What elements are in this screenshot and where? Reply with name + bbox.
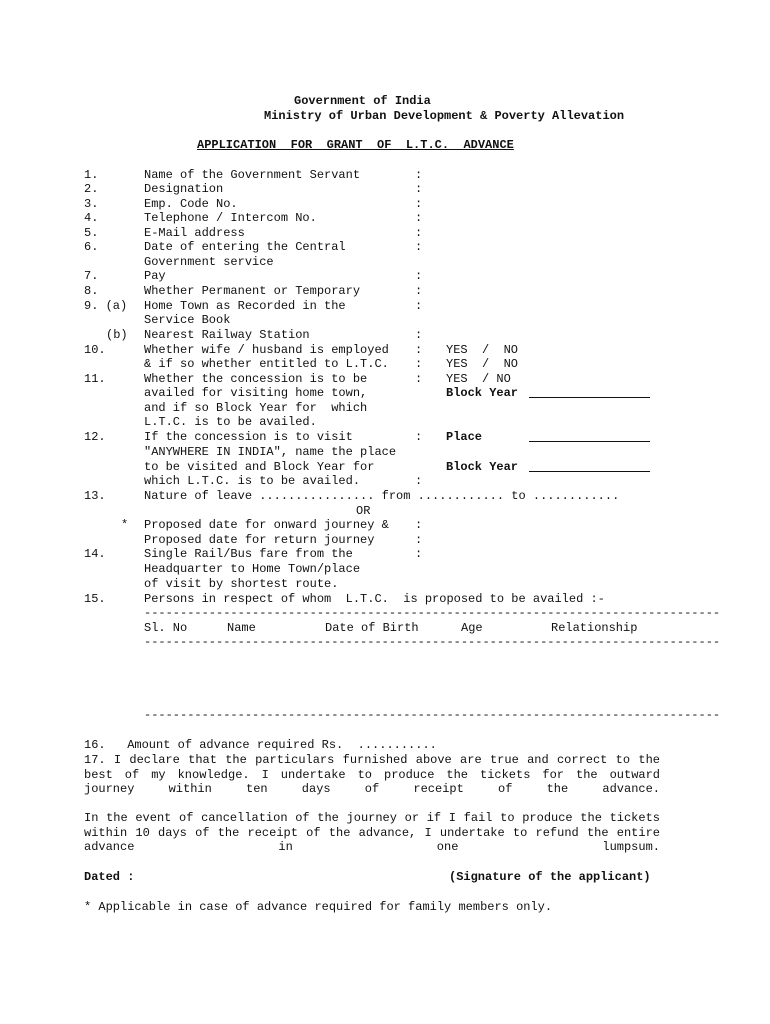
item-14-number: 14. (84, 547, 106, 561)
item-13-star: * (121, 518, 129, 532)
item-13-number: 13. (84, 489, 106, 503)
item-11-block-year-label: Block Year (446, 386, 519, 400)
item-14-label-line1: Single Rail/Bus fare from the (144, 547, 353, 561)
item-13-or: OR (356, 504, 371, 518)
item-11-label-line2: availed for visiting home town, (144, 386, 368, 400)
item-2-colon: : (415, 182, 423, 196)
item-9a-label-line1: Home Town as Recorded in the (144, 299, 346, 313)
item-11-number: 11. (84, 372, 106, 386)
item-11-label-line4: L.T.C. is to be availed. (144, 415, 317, 429)
item-12-place-label: Place (446, 430, 483, 444)
signature-label: (Signature of the applicant) (449, 870, 651, 884)
header-government: Government of India (294, 94, 431, 108)
item-10-answer-1: YES / NO (446, 343, 519, 357)
item-6-number: 6. (84, 240, 99, 254)
item-10-colon-2: : (415, 357, 423, 371)
header-ministry: Ministry of Urban Development & Poverty Allevation (264, 109, 625, 123)
item-11-label-line1: Whether the concession is to be (144, 372, 368, 386)
table-top-rule: -------------------------------------------------------------------------------- (144, 606, 721, 620)
item-8-colon: : (415, 284, 423, 298)
item-12-colon-2: : (415, 474, 423, 488)
item-5-label: E-Mail address (144, 226, 245, 240)
item-4-label: Telephone / Intercom No. (144, 211, 317, 225)
item-13-leave-line: Nature of leave ................ from ............ to ............ (144, 489, 620, 503)
item-10-answer-2: YES / NO (446, 357, 519, 371)
item-12-number: 12. (84, 430, 106, 444)
item-13-return-colon: : (415, 533, 423, 547)
table-header-dob: Date of Birth (325, 621, 419, 635)
item-6-label-line1: Date of entering the Central (144, 240, 346, 254)
item-9b-label: Nearest Railway Station (144, 328, 310, 342)
table-body[interactable] (144, 650, 658, 706)
item-4-number: 4. (84, 211, 99, 225)
item-2-label: Designation (144, 182, 224, 196)
item-6-label-line2: Government service (144, 255, 274, 269)
item-4-colon: : (415, 211, 423, 225)
item-8-number: 8. (84, 284, 99, 298)
item-1-colon: : (415, 168, 423, 182)
cancellation-undertaking: In the event of cancellation of the journey or if I fail to produce the tickets within 10 days of the receipt of the advance, I undertake to refund the entire advance in one lumpsum. (84, 811, 660, 855)
item-13-return-label: Proposed date for return journey (144, 533, 375, 547)
item-15-label: Persons in respect of whom L.T.C. is proposed to be availed :- (144, 592, 605, 606)
dated-label: Dated : (84, 870, 135, 884)
item-13-onward-colon: : (415, 518, 423, 532)
footnote: * Applicable in case of advance required for family members only. (84, 900, 553, 914)
item-14-label-line3: of visit by shortest route. (144, 577, 339, 591)
item-6-colon: : (415, 240, 423, 254)
item-9a-number: 9. (a) (84, 299, 128, 313)
table-header-slno: Sl. No (144, 621, 188, 635)
item-13-onward-label: Proposed date for onward journey & (144, 518, 389, 532)
item-14-colon: : (415, 547, 423, 561)
item-12-label-line3: to be visited and Block Year for (144, 460, 375, 474)
item-12-label-line1: If the concession is to visit (144, 430, 353, 444)
item-5-colon: : (415, 226, 423, 240)
item-10-label-line1: Whether wife / husband is employed (144, 343, 389, 357)
item-1-label: Name of the Government Servant (144, 168, 361, 182)
item-7-number: 7. (84, 269, 99, 283)
item-2-number: 2. (84, 182, 99, 196)
item-9a-colon: : (415, 299, 423, 313)
item-10-number: 10. (84, 343, 106, 357)
item-15-number: 15. (84, 592, 106, 606)
table-bottom-rule: -------------------------------------------------------------------------------- (144, 708, 721, 722)
item-3-number: 3. (84, 197, 99, 211)
item-14-label-line2: Headquarter to Home Town/place (144, 562, 361, 576)
item-12-label-line4: which L.T.C. is to be availed. (144, 474, 361, 488)
item-11-block-year-field[interactable] (529, 386, 650, 398)
item-12-label-line2: "ANYWHERE IN INDIA", name the place (144, 445, 397, 459)
item-9b-colon: : (415, 328, 423, 342)
item-12-colon: : (415, 430, 423, 444)
table-header-name: Name (227, 621, 256, 635)
item-11-colon: : (415, 372, 423, 386)
form-title: APPLICATION FOR GRANT OF L.T.C. ADVANCE (197, 138, 514, 152)
item-10-label-line2: & if so whether entitled to L.T.C. (144, 357, 389, 371)
item-1-number: 1. (84, 168, 99, 182)
item-7-colon: : (415, 269, 423, 283)
table-header-age: Age (461, 621, 483, 635)
item-11-label-line3: and if so Block Year for which (144, 401, 368, 415)
item-8-label: Whether Permanent or Temporary (144, 284, 361, 298)
item-10-colon-1: : (415, 343, 423, 357)
item-12-block-year-field[interactable] (529, 460, 650, 472)
item-12-block-year-label: Block Year (446, 460, 519, 474)
item-5-number: 5. (84, 226, 99, 240)
item-3-label: Emp. Code No. (144, 197, 238, 211)
item-17-declaration: 17. I declare that the particulars furnished above are true and correct to the best of my knowledge. I undertake to produce the tickets for the outward journey within ten days of receipt of the advance. (84, 753, 660, 797)
table-header-relationship: Relationship (551, 621, 638, 635)
item-9b-number: (b) (106, 328, 128, 342)
item-3-colon: : (415, 197, 423, 211)
item-7-label: Pay (144, 269, 166, 283)
table-header-rule: -------------------------------------------------------------------------------- (144, 635, 721, 649)
item-16-line: 16. Amount of advance required Rs. ........... (84, 738, 437, 752)
item-12-place-field[interactable] (529, 430, 650, 442)
item-11-answer: YES / NO (446, 372, 511, 386)
item-9a-label-line2: Service Book (144, 313, 231, 327)
